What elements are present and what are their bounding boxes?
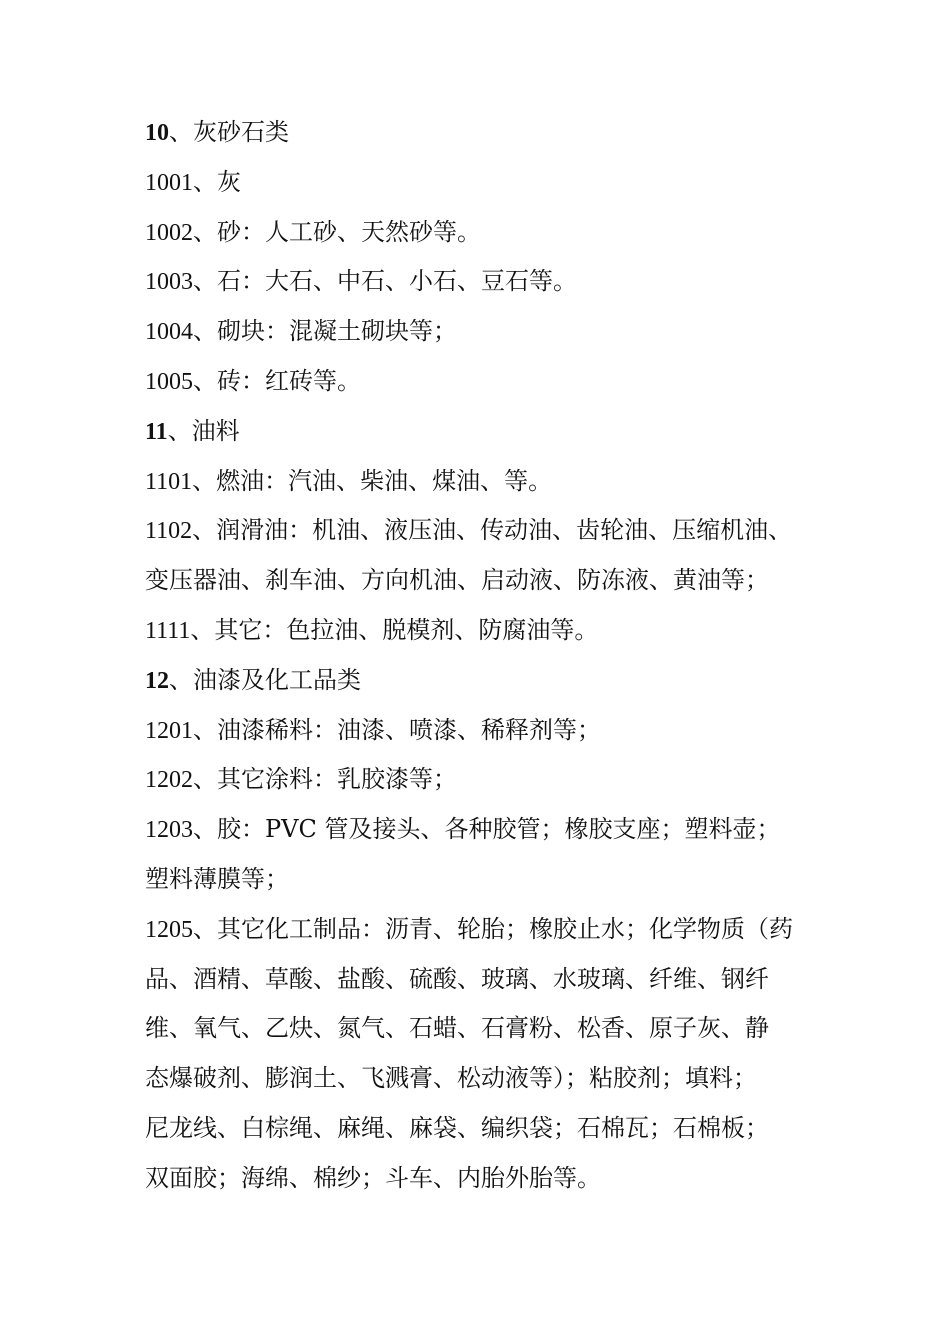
item-1004 [145, 307, 820, 357]
item-text: 、燃油：汽油、柴油、煤油、等。 [192, 466, 553, 495]
item-1102-continued [145, 556, 820, 606]
item-number: 1205 [145, 916, 193, 943]
section-number: 11 [145, 418, 168, 445]
item-1111 [145, 606, 820, 656]
item-1201 [145, 706, 820, 756]
section-title: 、油漆及化工品类 [169, 665, 361, 694]
item-number: 1201 [145, 717, 193, 744]
item-1205-continued-5 [145, 1154, 820, 1204]
section-heading-12 [145, 656, 820, 706]
item-text: 、其它涂料：乳胶漆等； [193, 765, 457, 794]
section-number: 12 [145, 667, 169, 694]
item-number: 1004 [145, 319, 193, 346]
item-number: 1111 [145, 617, 191, 644]
item-text: 、灰 [193, 167, 241, 196]
item-1002 [145, 208, 820, 258]
item-number: 1002 [145, 219, 193, 246]
item-text: 、石：大石、中石、小石、豆石等。 [193, 267, 577, 296]
item-1001 [145, 158, 820, 208]
item-number: 1202 [145, 767, 193, 794]
item-text: 、砌块：混凝土砌块等； [193, 317, 457, 346]
item-text: 双面胶；海绵、棉纱；斗车、内胎外胎等。 [145, 1163, 601, 1192]
item-1205-continued-3 [145, 1054, 820, 1104]
item-text: 、砂：人工砂、天然砂等。 [193, 217, 481, 246]
item-1203-continued [145, 855, 820, 905]
item-text: 品、酒精、草酸、盐酸、硫酸、玻璃、水玻璃、纤维、钢纤 [145, 964, 769, 993]
item-1101 [145, 457, 820, 507]
item-1202 [145, 755, 820, 805]
item-text: 维、氧气、乙炔、氮气、石蜡、石膏粉、松香、原子灰、静 [145, 1014, 769, 1043]
item-1205-continued-1 [145, 955, 820, 1005]
item-number: 1203 [145, 817, 193, 844]
item-text: 尼龙线、白棕绳、麻绳、麻袋、编织袋；石棉瓦；石棉板； [145, 1113, 769, 1142]
item-text: 塑料薄膜等； [145, 864, 289, 893]
item-1205-continued-4 [145, 1104, 820, 1154]
item-1205 [145, 905, 820, 955]
item-number: 1102 [145, 518, 193, 545]
section-heading-11 [145, 407, 820, 457]
item-text: 、油漆稀料：油漆、喷漆、稀释剂等； [193, 715, 601, 744]
item-text: 、其它：色拉油、脱模剂、防腐油等。 [190, 615, 599, 644]
item-text: 态爆破剂、膨润土、飞溅膏、松动液等）；粘胶剂；填料； [145, 1064, 757, 1093]
section-heading-10 [145, 108, 820, 158]
item-text: 变压器油、刹车油、方向机油、启动液、防冻液、黄油等； [145, 566, 769, 595]
item-number: 1003 [145, 269, 193, 296]
item-1205-continued-2 [145, 1004, 820, 1054]
item-text: 、其它化工制品：沥青、轮胎；橡胶止水；化学物质（药 [193, 914, 793, 943]
document-body [145, 108, 820, 1204]
item-number: 1005 [145, 368, 193, 395]
item-text: 、砖：红砖等。 [193, 366, 361, 395]
item-text: 、胶：PVC 管及接头、各种胶管；橡胶支座；塑料壶； [193, 815, 781, 844]
section-number: 10 [145, 120, 169, 146]
item-number: 1101 [145, 468, 193, 495]
item-text: 、润滑油：机油、液压油、传动油、齿轮油、压缩机油、 [192, 516, 793, 545]
item-1005 [145, 357, 820, 407]
item-number: 1001 [145, 169, 193, 196]
item-1003 [145, 257, 820, 307]
item-1102 [145, 506, 820, 556]
section-title: 、灰砂石类 [169, 118, 289, 146]
item-1203 [145, 805, 820, 855]
section-title: 、油料 [167, 416, 240, 445]
